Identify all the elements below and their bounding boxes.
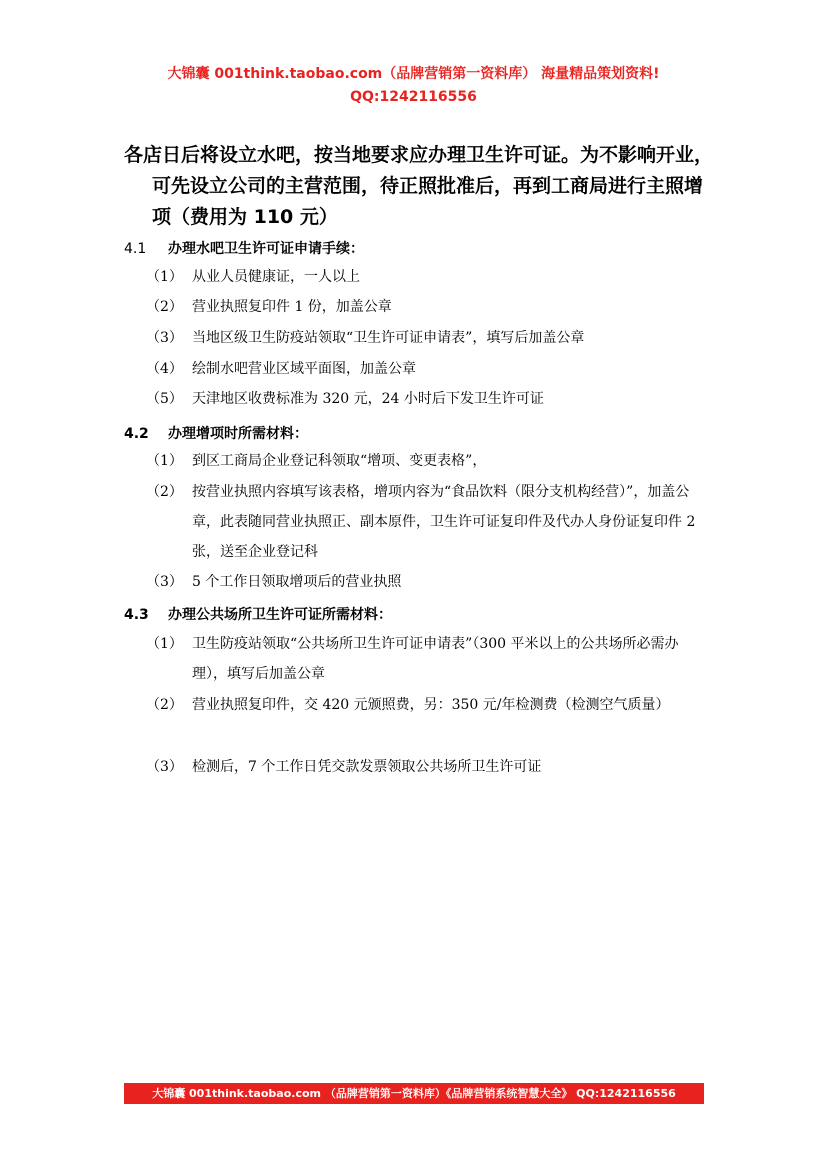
item-number: （3） [146, 574, 183, 590]
intro-paragraph [124, 140, 714, 233]
section-title: 办理增项时所需材料： [168, 426, 308, 442]
item-text: 天津地区收费标准为 320 元，24 小时后下发卫生许可证 [192, 391, 544, 407]
item-number: （2） [146, 299, 183, 315]
list-item [146, 446, 706, 476]
item-number: （1） [146, 453, 183, 469]
section-number: 4.3 [124, 607, 149, 623]
section-number: 4.2 [124, 426, 149, 442]
item-number: （3） [146, 759, 183, 775]
item-text: 从业人员健康证，一人以上 [192, 269, 360, 285]
item-number: （2） [146, 697, 183, 713]
item-number: （1） [146, 636, 183, 652]
header-line-1: 大锦囊 001think.taobao.com（品牌营销第一资料库） 海量精品策划资料! [167, 66, 660, 82]
section-number: 4.1 [124, 241, 147, 257]
item-text: 当地区级卫生防疫站领取“卫生许可证申请表”，填写后加盖公章 [192, 330, 585, 346]
list-item [146, 752, 706, 782]
item-text: 按营业执照内容填写该表格，增项内容为“食品饮料（限分支机构经营）”，加盖公章，此表随同营业执照正、副本原件，卫生许可证复印件及代办人身份证复印件 2 张，送至企业登记科 [192, 484, 696, 560]
list-item [146, 567, 706, 597]
item-text: 到区工商局企业登记科领取“增项、变更表格”， [192, 453, 487, 469]
section-title: 办理水吧卫生许可证申请手续： [168, 241, 364, 257]
item-text: 营业执照复印件，交 420 元颁照费，另：350 元/年检测费（检测空气质量） [192, 697, 670, 713]
item-text: 营业执照复印件 1 份，加盖公章 [192, 299, 392, 315]
item-number: （2） [146, 484, 183, 500]
intro-first-line: 各店日后将设立水吧，按当地要求应办理卫生许可证。为不影响开业， [124, 144, 714, 166]
item-number: （4） [146, 361, 183, 377]
intro-continuation: 可先设立公司的主营范围，待正照批准后，再到工商局进行主照增项（费用为 110 元） [152, 175, 704, 228]
list-item [146, 323, 706, 353]
section-4-3-heading [124, 604, 392, 624]
list-item [146, 629, 706, 689]
section-4-2-heading [124, 423, 308, 443]
item-number: （1） [146, 269, 183, 285]
list-item [146, 262, 706, 292]
list-item [146, 477, 706, 567]
item-text: 绘制水吧营业区域平面图，加盖公章 [192, 361, 416, 377]
footer-banner: 大锦囊 001think.taobao.com （品牌营销第一资料库）《品牌营销系统智慧大全》 QQ:1242116556 [124, 1083, 704, 1104]
header-qq: QQ:1242116556 [350, 89, 477, 105]
item-text: 卫生防疫站领取“公共场所卫生许可证申请表”（300 平米以上的公共场所必需办理），填写后加盖公章 [192, 636, 679, 682]
item-text: 检测后，7 个工作日凭交款发票领取公共场所卫生许可证 [192, 759, 542, 775]
list-item [146, 690, 706, 720]
item-number: （3） [146, 330, 183, 346]
section-4-1-heading [124, 238, 364, 258]
list-item [146, 384, 706, 414]
item-text: 5 个工作日领取增项后的营业执照 [192, 574, 402, 590]
item-number: （5） [146, 391, 183, 407]
section-title: 办理公共场所卫生许可证所需材料： [168, 607, 392, 623]
list-item [146, 354, 706, 384]
list-item [146, 292, 706, 322]
